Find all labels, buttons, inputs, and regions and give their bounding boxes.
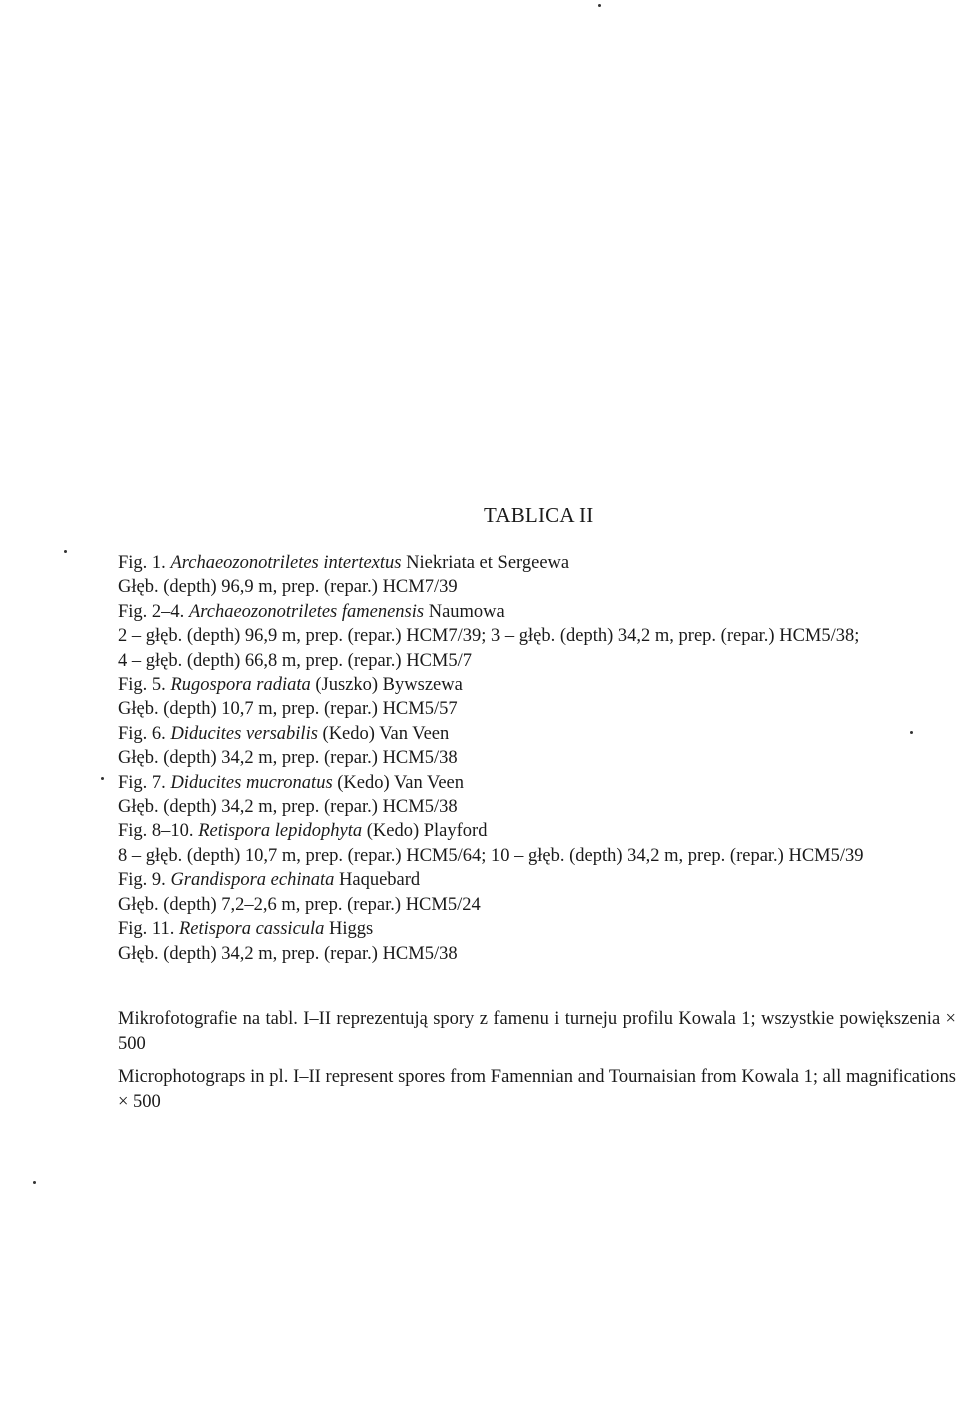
- summary-english: Microphotograps in pl. I–II represent spores from Famennian and Tournaisian from Kowala 1; all magnifications × 500: [118, 1067, 956, 1112]
- scan-speck: [33, 1181, 36, 1184]
- caption-line: [118, 868, 960, 892]
- page-title: TABLICA II: [484, 503, 594, 527]
- taxon-name: Diducites versabilis: [170, 723, 318, 744]
- caption-text: Fig. 8–10.: [118, 821, 199, 842]
- caption-line: [118, 746, 960, 770]
- caption-line: [118, 819, 960, 843]
- caption-text: Fig. 7.: [118, 772, 171, 793]
- caption-text: Głęb. (depth) 34,2 m, prep. (repar.) HCM5/38: [118, 797, 458, 818]
- caption-line: [118, 893, 960, 917]
- caption-text: (Kedo) Van Veen: [317, 723, 450, 744]
- caption-text: Fig. 1.: [118, 553, 171, 573]
- figure-captions: [118, 551, 960, 966]
- caption-line: [118, 575, 960, 599]
- caption-line: [118, 649, 960, 673]
- caption-line: [118, 771, 960, 795]
- plate-summary: [118, 1007, 956, 1123]
- caption-line: [118, 795, 960, 819]
- caption-line: [118, 942, 960, 966]
- caption-line: [118, 697, 960, 721]
- scan-speck: [64, 550, 67, 553]
- taxon-name: Retispora lepidophyta: [198, 821, 363, 842]
- taxon-name: Retispora cassicula: [179, 919, 325, 940]
- summary-polish: Mikrofotografie na tabl. I–II reprezentują spory z famenu i turneju profilu Kowala 1; wszystkie powiększenia × 500: [118, 1009, 956, 1054]
- caption-text: Głęb. (depth) 34,2 m, prep. (repar.) HCM5/38: [118, 748, 458, 769]
- caption-text: Głęb. (depth) 96,9 m, prep. (repar.) HCM7/39: [118, 577, 458, 598]
- caption-line: [118, 844, 960, 868]
- taxon-name: Archaeozonotriletes intertextus: [170, 553, 402, 573]
- caption-text: (Juszko) Bywszewa: [310, 675, 463, 696]
- caption-text: Głęb. (depth) 10,7 m, prep. (repar.) HCM5/57: [118, 699, 458, 720]
- caption-line: [118, 673, 960, 697]
- scan-speck: [101, 777, 104, 780]
- caption-text: (Kedo) Van Veen: [332, 772, 464, 793]
- caption-line: [118, 600, 960, 624]
- caption-text: Głęb. (depth) 7,2–2,6 m, prep. (repar.) HCM5/24: [118, 894, 481, 915]
- caption-text: 4 – głęb. (depth) 66,8 m, prep. (repar.) HCM5/7: [118, 650, 472, 671]
- scan-speck: [598, 4, 601, 7]
- caption-line: [118, 917, 960, 941]
- caption-text: 8 – głęb. (depth) 10,7 m, prep. (repar.) HCM5/64; 10 – głęb. (depth) 34,2 m, prep. (repar.) HCM5/39: [118, 845, 864, 866]
- caption-text: (Kedo) Playford: [362, 821, 488, 842]
- caption-text: 2 – głęb. (depth) 96,9 m, prep. (repar.) HCM7/39; 3 – głęb. (depth) 34,2 m, prep. (repar.) HCM5/38;: [118, 626, 860, 647]
- caption-line: [118, 722, 960, 746]
- caption-line: [118, 551, 960, 575]
- taxon-name: Diducites mucronatus: [170, 772, 333, 793]
- caption-text: Fig. 9.: [118, 870, 171, 891]
- caption-text: Głęb. (depth) 34,2 m, prep. (repar.) HCM5/38: [118, 943, 458, 964]
- caption-text: Haquebard: [334, 870, 421, 891]
- caption-text: Fig. 2–4.: [118, 601, 189, 622]
- taxon-name: Rugospora radiata: [170, 675, 311, 696]
- scan-speck: [910, 731, 913, 734]
- caption-line: [118, 624, 960, 648]
- taxon-name: Archaeozonotriletes famenensis: [188, 601, 425, 622]
- caption-text: Fig. 5.: [118, 675, 171, 696]
- taxon-name: Grandispora echinata: [170, 870, 335, 891]
- caption-text: Fig. 11.: [118, 919, 179, 940]
- caption-text: Naumowa: [424, 601, 505, 622]
- caption-text: Fig. 6.: [118, 723, 171, 744]
- caption-text: Higgs: [324, 919, 374, 940]
- caption-text: Niekriata et Sergeewa: [401, 553, 570, 573]
